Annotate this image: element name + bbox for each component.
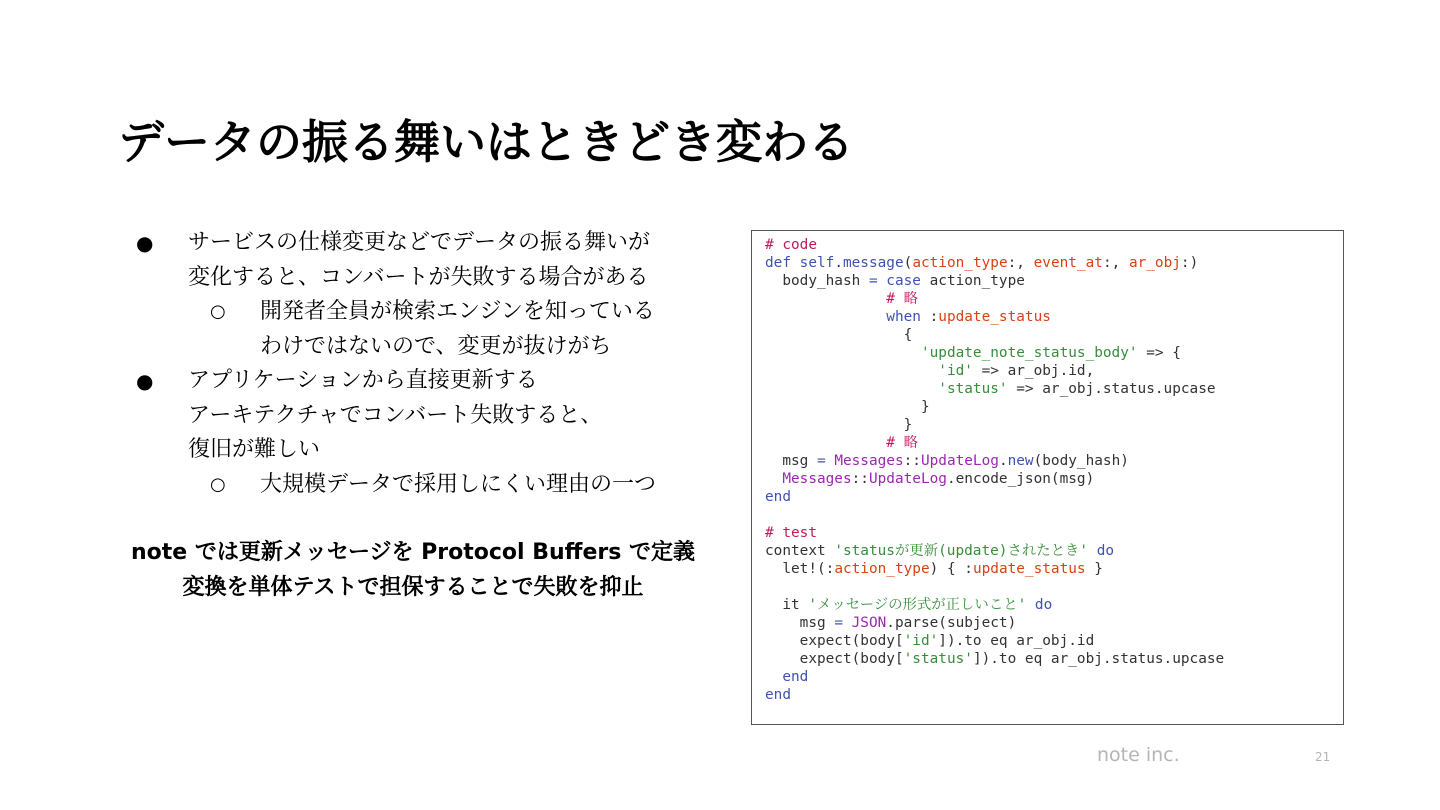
code-token: :, <box>1007 255 1034 271</box>
code-token: :) <box>1180 255 1199 271</box>
code-token: expect(body[ <box>765 651 904 667</box>
code-token: :: <box>903 453 921 469</box>
code-line <box>765 452 1343 470</box>
code-token: event_at <box>1033 255 1103 271</box>
code-token: action_type <box>912 255 1008 271</box>
code-content <box>765 236 1343 704</box>
code-line <box>765 254 1343 272</box>
code-token: do <box>1088 543 1115 559</box>
code-token: message <box>842 255 904 271</box>
bullet-item <box>136 364 716 468</box>
code-token: .parse(subject) <box>886 615 1017 631</box>
code-line <box>765 542 1343 560</box>
code-token: : <box>920 309 939 325</box>
code-block <box>751 230 1344 725</box>
code-token: ) { : <box>929 561 973 577</box>
bullet-text-line: 開発者全員が検索エンジンを知っている <box>260 299 655 324</box>
code-token: => { <box>1137 345 1181 361</box>
bullet-text-line: 変化すると、コンバートが失敗する場合がある <box>188 264 649 290</box>
code-token: case <box>886 273 921 289</box>
sub-bullet-item <box>136 295 716 364</box>
summary-text <box>118 536 708 605</box>
code-line <box>765 686 1343 704</box>
code-token: .encode_json(msg) <box>946 471 1095 487</box>
code-token: expect(body[ <box>765 633 904 649</box>
code-token: it <box>765 597 809 613</box>
bullet-list <box>136 226 716 502</box>
code-line <box>765 668 1343 686</box>
code-line <box>765 470 1343 488</box>
code-token: new <box>1007 453 1034 469</box>
code-token: end <box>765 669 809 685</box>
code-line <box>765 326 1343 344</box>
bullet-marker: ● <box>136 231 154 255</box>
code-token: ]).to eq ar_obj.id <box>938 633 1095 649</box>
footer-brand: note inc. <box>1097 744 1180 766</box>
page-number: 21 <box>1315 750 1331 764</box>
code-token: => ar_obj.id, <box>972 363 1095 379</box>
code-token: } <box>1085 561 1103 577</box>
sub-bullet-marker: ○ <box>210 301 226 322</box>
code-token: # 略 <box>765 291 919 307</box>
code-line <box>765 578 1343 596</box>
code-token <box>765 471 782 487</box>
code-token: 'id' <box>903 633 939 649</box>
code-token: def <box>765 255 800 271</box>
code-token: 'id' <box>938 363 973 379</box>
bullet-text-line: 大規模データで採用しにくい理由の一つ <box>260 471 657 497</box>
code-token: end <box>765 687 791 703</box>
code-token: ]).to eq ar_obj.status.upcase <box>972 651 1225 667</box>
code-token: 'statusが更新(update)されたとき' <box>834 543 1089 559</box>
code-line <box>765 524 1343 542</box>
bullet-text-line: わけではないので、変更が抜けがち <box>260 333 612 359</box>
slide-title: データの振る舞いはときどき変わる <box>118 115 854 169</box>
code-token: msg <box>765 615 835 631</box>
code-line <box>765 236 1343 254</box>
code-token: => ar_obj.status.upcase <box>1007 381 1216 397</box>
bullet-text-line: サービスの仕様変更などでデータの振る舞いが <box>188 230 651 255</box>
code-token: { <box>765 327 913 343</box>
code-token <box>765 363 938 379</box>
sub-bullet-marker: ○ <box>210 473 226 495</box>
code-token: let!(: <box>765 561 835 577</box>
code-line <box>765 308 1343 326</box>
code-token: 'status' <box>903 651 973 667</box>
bullet-text-line: アプリケーションから直接更新する <box>188 368 538 393</box>
code-token <box>765 309 886 325</box>
code-line <box>765 344 1343 362</box>
code-token: } <box>765 417 913 433</box>
code-line <box>765 488 1343 506</box>
bullet-item <box>136 226 716 295</box>
code-line <box>765 560 1343 578</box>
code-line <box>765 434 1343 452</box>
code-line <box>765 380 1343 398</box>
code-line <box>765 416 1343 434</box>
summary-line: note では更新メッセージを Protocol Buffers で定義 <box>130 540 696 565</box>
code-token: 'メッセージの形式が正しいこと' <box>808 597 1027 613</box>
code-token: context <box>765 543 835 559</box>
code-token: UpdateLog <box>920 453 999 469</box>
code-token: } <box>765 399 930 415</box>
code-token: when <box>886 309 921 325</box>
code-token: :: <box>851 471 869 487</box>
code-line <box>765 398 1343 416</box>
code-line <box>765 650 1343 668</box>
code-token: # test <box>765 525 817 541</box>
code-line <box>765 632 1343 650</box>
code-token: 'status' <box>938 381 1008 397</box>
code-line <box>765 506 1343 524</box>
code-line <box>765 362 1343 380</box>
code-token: (body_hash) <box>1033 453 1129 469</box>
code-token: 'update_note_status_body' <box>920 345 1138 361</box>
code-line <box>765 290 1343 308</box>
code-token: end <box>765 489 791 505</box>
code-token: action_type <box>920 273 1025 289</box>
code-token: . <box>834 255 843 271</box>
code-token: body_hash <box>765 273 869 289</box>
code-token: self <box>799 255 835 271</box>
code-token: = <box>816 453 835 469</box>
code-token: = <box>834 615 852 631</box>
bullet-text-line: 復旧が難しい <box>188 437 321 462</box>
code-token: . <box>998 453 1008 469</box>
code-token: Messages <box>782 471 852 487</box>
code-token: action_type <box>834 561 930 577</box>
code-token: msg <box>765 453 817 469</box>
sub-bullet-item <box>136 468 716 503</box>
code-line <box>765 596 1343 614</box>
code-token: update_status <box>972 561 1086 577</box>
code-token: update_status <box>938 309 1051 325</box>
code-line <box>765 272 1343 290</box>
code-token: do <box>1026 597 1053 613</box>
code-token: UpdateLog <box>868 471 947 487</box>
bullet-text-line: アーキテクチャでコンバート失敗すると、 <box>188 402 603 428</box>
code-token: = <box>868 273 887 289</box>
code-token <box>765 345 921 361</box>
code-token <box>765 381 938 397</box>
code-token: # 略 <box>765 435 919 451</box>
code-token: Messages <box>834 453 904 469</box>
summary-line: 変換を単体テストで担保することで失敗を抑止 <box>182 574 644 600</box>
code-token: :, <box>1102 255 1129 271</box>
code-token: # code <box>765 237 817 253</box>
bullet-marker: ● <box>136 369 154 393</box>
code-line <box>765 614 1343 632</box>
code-token: JSON <box>851 615 887 631</box>
code-token: ( <box>903 255 913 271</box>
code-token: ar_obj <box>1128 255 1181 271</box>
